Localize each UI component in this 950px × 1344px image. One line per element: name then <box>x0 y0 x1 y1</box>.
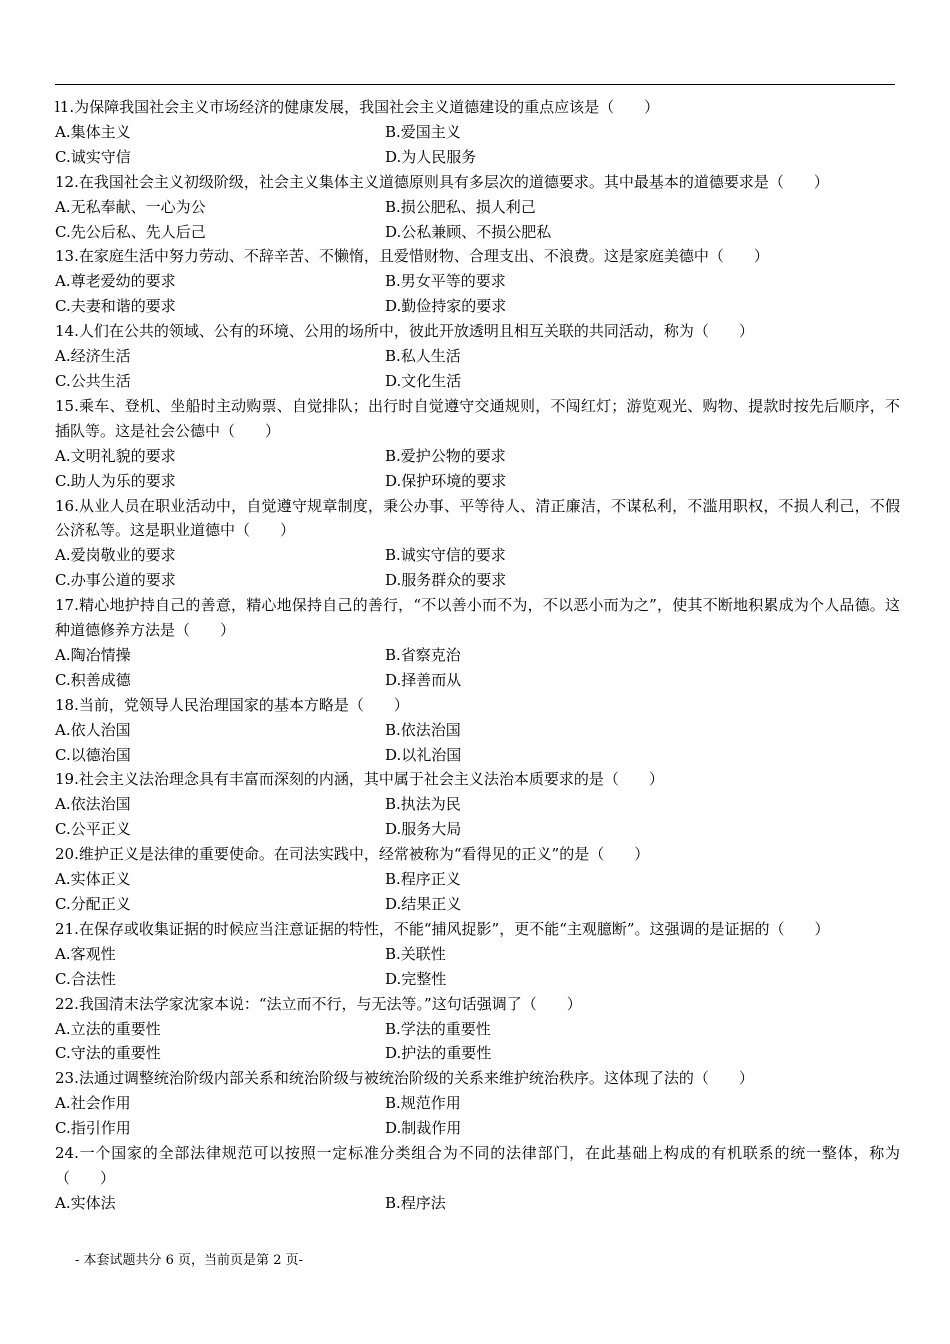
answer-option: A.实体法 <box>55 1193 116 1212</box>
answer-option: D.勤俭持家的要求 <box>385 297 507 316</box>
answer-option: D.为人民服务 <box>385 147 477 166</box>
answer-option: D.服务群众的要求 <box>385 571 507 590</box>
question-block <box>55 394 900 494</box>
option-row <box>55 1017 900 1042</box>
answer-option: B.依法治国 <box>385 720 461 739</box>
answer-option: B.执法为民 <box>385 795 461 814</box>
answer-option: B.男女平等的要求 <box>385 272 506 291</box>
answer-option: B.程序法 <box>385 1193 446 1212</box>
question-stem: 16.从业人员在职业活动中，自觉遵守规章制度，秉公办事、平等待人、清正廉洁，不谋私利，不滥用职权，不损人利己，不假公济私等。这是职业道德中（ ） <box>55 496 900 540</box>
option-row <box>55 269 900 294</box>
answer-option: C.公平正义 <box>55 820 131 839</box>
answer-option: A.依人治国 <box>55 720 131 739</box>
question-stem: 14.人们在公共的领域、公有的环境、公用的场所中，彼此开放透明且相互关联的共同活动，称为（ ） <box>55 322 754 341</box>
answer-option: C.公共生活 <box>55 371 131 390</box>
answer-option: D.制裁作用 <box>385 1119 462 1138</box>
answer-option: B.爱护公物的要求 <box>385 446 506 465</box>
answer-option: C.先公后私、先人后己 <box>55 222 206 241</box>
question-block <box>55 319 900 394</box>
option-row <box>55 1091 900 1116</box>
question-stem: 12.在我国社会主义初级阶级，社会主义集体主义道德原则具有多层次的道德要求。其中最基本的道德要求是（ ） <box>55 172 829 191</box>
question-block <box>55 1141 900 1216</box>
option-row <box>55 967 900 992</box>
option-row <box>55 643 900 668</box>
answer-option: B.程序正义 <box>385 870 461 889</box>
question-block <box>55 170 900 245</box>
question-block <box>55 992 900 1067</box>
answer-option: C.合法性 <box>55 969 116 988</box>
answer-option: A.爱岗敬业的要求 <box>55 546 176 565</box>
option-row <box>55 220 900 245</box>
answer-option: C.夫妻和谐的要求 <box>55 297 176 316</box>
answer-option: D.保护环境的要求 <box>385 471 507 490</box>
answer-option: C.助人为乐的要求 <box>55 471 176 490</box>
question-block <box>55 494 900 594</box>
option-row <box>55 469 900 494</box>
answer-option: D.以礼治国 <box>385 745 462 764</box>
answer-option: D.完整性 <box>385 969 447 988</box>
option-row <box>55 892 900 917</box>
option-row <box>55 444 900 469</box>
option-row <box>55 120 900 145</box>
answer-option: C.指引作用 <box>55 1119 131 1138</box>
answer-option: A.实体正义 <box>55 870 131 889</box>
option-row <box>55 369 900 394</box>
option-row <box>55 942 900 967</box>
answer-option: A.陶冶情操 <box>55 645 131 664</box>
option-row <box>55 743 900 768</box>
option-row <box>55 668 900 693</box>
option-row <box>55 294 900 319</box>
question-stem: 24.一个国家的全部法律规范可以按照一定标准分类组合为不同的法律部门，在此基础上构成的有机联系的统一整体，称为（ ） <box>55 1144 900 1187</box>
answer-option: A.经济生活 <box>55 347 131 366</box>
option-row <box>55 1116 900 1141</box>
answer-option: C.分配正义 <box>55 895 131 913</box>
option-row <box>55 145 900 170</box>
header-rule <box>55 84 895 85</box>
option-row <box>55 195 900 220</box>
answer-option: C.诚实守信 <box>55 147 131 166</box>
answer-option: A.社会作用 <box>55 1094 131 1113</box>
question-stem: 22.我国清末法学家沈家本说：“法立而不行，与无法等。”这句话强调了（ ） <box>55 994 582 1013</box>
answer-option: A.客观性 <box>55 944 116 963</box>
option-row <box>55 543 900 568</box>
answer-option: A.立法的重要性 <box>55 1019 161 1038</box>
question-block <box>55 244 900 319</box>
answer-option: A.尊老爱幼的要求 <box>55 272 176 291</box>
answer-option: B.规范作用 <box>385 1094 461 1113</box>
question-block <box>55 95 900 170</box>
answer-option: D.择善而从 <box>385 670 462 689</box>
answer-option: B.省察克治 <box>385 645 461 664</box>
answer-option: C.积善成德 <box>55 670 131 689</box>
question-stem: 15.乘车、登机、坐船时主动购票、自觉排队；出行时自觉遵守交通规则，不闯红灯；游览观光、购物、提款时按先后顺序，不插队等。这是社会公德中（ ） <box>55 396 900 440</box>
answer-option: C.守法的重要性 <box>55 1044 161 1063</box>
answer-option: B.私人生活 <box>385 347 461 366</box>
answer-option: A.无私奉献、一心为公 <box>55 197 206 216</box>
question-block <box>55 917 900 992</box>
option-row <box>55 344 900 369</box>
answer-option: B.关联性 <box>385 944 446 963</box>
answer-option: B.诚实守信的要求 <box>385 546 506 565</box>
answer-option: D.公私兼顾、不损公肥私 <box>385 222 552 241</box>
answer-option: A.集体主义 <box>55 122 131 141</box>
option-row <box>55 1191 900 1216</box>
question-stem: 20.维护正义是法律的重要使命。在司法实践中，经常被称为“看得见的正义”的是（ ） <box>55 845 650 864</box>
answer-option: C.办事公道的要求 <box>55 571 176 590</box>
page-footer: - 本套试题共分 6 页，当前页是第 2 页- <box>75 1253 303 1268</box>
question-block <box>55 593 900 693</box>
answer-option: B.学法的重要性 <box>385 1019 491 1038</box>
answer-option: D.护法的重要性 <box>385 1044 492 1063</box>
option-row <box>55 817 900 842</box>
question-stem: 13.在家庭生活中努力劳动、不辞辛苦、不懒惰，且爱惜财物、合理支出、不浪费。这是家庭美德中（ ） <box>55 247 769 266</box>
question-stem: 19.社会主义法治理念具有丰富而深刻的内涵，其中属于社会主义法治本质要求的是（ ） <box>55 770 664 789</box>
answer-option: B.爱国主义 <box>385 122 461 141</box>
option-row <box>55 568 900 593</box>
option-row <box>55 718 900 743</box>
question-block <box>55 1066 900 1141</box>
question-block <box>55 842 900 917</box>
option-row <box>55 792 900 817</box>
question-block <box>55 693 900 768</box>
question-stem: 18.当前，党领导人民治理国家的基本方略是（ ） <box>55 695 409 714</box>
question-stem: l1.为保障我国社会主义市场经济的健康发展，我国社会主义道德建设的重点应该是（ ） <box>55 98 660 116</box>
question-block <box>55 767 900 842</box>
question-stem: 21.在保存或收集证据的时候应当注意证据的特性，不能“捕风捉影”，更不能“主观臆断”。这强调的是证据的（ ） <box>55 919 830 938</box>
answer-option: D.文化生活 <box>385 371 462 390</box>
question-list <box>55 95 900 1216</box>
answer-option: B.损公肥私、损人利己 <box>385 197 536 216</box>
answer-option: D.服务大局 <box>385 820 462 839</box>
answer-option: D.结果正义 <box>385 895 462 913</box>
answer-option: A.依法治国 <box>55 795 131 814</box>
answer-option: C.以德治国 <box>55 745 131 764</box>
answer-option: A.文明礼貌的要求 <box>55 446 176 465</box>
question-stem: 23.法通过调整统治阶级内部关系和统治阶级与被统治阶级的关系来维护统治秩序。这体现了法的（ ） <box>55 1069 754 1088</box>
option-row <box>55 867 900 892</box>
option-row <box>55 1041 900 1066</box>
question-stem: 17.精心地护持自己的善意，精心地保持自己的善行，“不以善小而不为，不以恶小而为之”，使其不断地积累成为个人品德。这种道德修养方法是（ ） <box>55 596 900 640</box>
